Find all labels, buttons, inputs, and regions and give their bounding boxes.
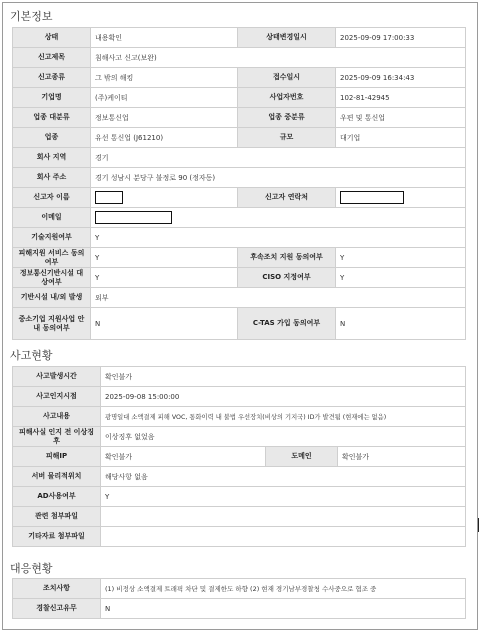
- redaction-box: [340, 191, 404, 204]
- label-damage-ip: 피해IP: [13, 447, 101, 467]
- row-recognized-time: [13, 387, 466, 407]
- value-industry: 유선 통신업 (J61210): [91, 128, 238, 148]
- row-actions: [13, 579, 466, 599]
- value-status-changed-at: 2025-09-09 17:00:33: [336, 28, 466, 48]
- value-industry-mid: 우편 및 통신업: [336, 108, 466, 128]
- label-company: 기업명: [13, 88, 91, 108]
- value-damage-ip: 확인불가: [101, 447, 266, 467]
- row-company: [13, 88, 466, 108]
- row-ad-usage: [13, 487, 466, 507]
- label-status: 상태: [13, 28, 91, 48]
- row-other-attachment: [13, 527, 466, 547]
- label-domain: 도메인: [266, 447, 338, 467]
- value-report-title: 침해사고 신고(보완): [91, 48, 466, 68]
- label-industry-mid: 업종 중분류: [238, 108, 336, 128]
- row-infra-location: [13, 288, 466, 308]
- row-region: [13, 148, 466, 168]
- label-email: 이메일: [13, 208, 91, 228]
- value-address: 경기 성남시 분당구 불정로 90 (정자동): [91, 168, 466, 188]
- value-company-size: 대기업: [336, 128, 466, 148]
- label-server-location: 서버 물리적위치: [13, 467, 101, 487]
- value-prior-anomaly: 이상징후 없었음: [101, 427, 466, 447]
- row-reporter: [13, 188, 466, 208]
- section-title-incident: 사고현황: [10, 349, 53, 362]
- value-sme-consent: N: [91, 308, 238, 340]
- label-actions: 조치사항: [13, 579, 101, 599]
- label-recognized-time: 사고인지시점: [13, 387, 101, 407]
- label-region: 회사 지역: [13, 148, 91, 168]
- label-address: 회사 주소: [13, 168, 91, 188]
- value-company: (주)케이티: [91, 88, 238, 108]
- label-tech-support: 기술지원여부: [13, 228, 91, 248]
- label-ad-usage: AD사용여부: [13, 487, 101, 507]
- value-ad-usage: Y: [101, 487, 466, 507]
- label-ciso: CISO 지정여부: [238, 268, 336, 288]
- label-reporter-contact: 신고자 연락처: [238, 188, 336, 208]
- row-infrastructure: [13, 268, 466, 288]
- label-infrastructure-target: 정보통신기반시설 대상여부: [13, 268, 91, 288]
- value-tech-support: Y: [91, 228, 466, 248]
- row-related-attachment: [13, 507, 466, 527]
- value-reporter-name: [91, 188, 238, 208]
- row-damage-ip: [13, 447, 466, 467]
- label-sme-consent: 중소기업 지원사업 안내 동의여부: [13, 308, 91, 340]
- value-police-report: N: [101, 599, 466, 619]
- label-industry-major: 업종 대분류: [13, 108, 91, 128]
- value-server-location: 해당사항 없음: [101, 467, 466, 487]
- row-report-type: [13, 68, 466, 88]
- row-incident-content: [13, 407, 466, 427]
- row-sme-consent: [13, 308, 466, 340]
- label-ctas-consent: C-TAS 가입 동의여부: [238, 308, 336, 340]
- row-industry-major: [13, 108, 466, 128]
- value-followup-consent: Y: [336, 248, 466, 268]
- scroll-edge-mark: [478, 518, 479, 532]
- value-ciso: Y: [336, 268, 466, 288]
- incident-table: [12, 366, 466, 547]
- row-tech-support: [13, 228, 466, 248]
- redaction-box: [95, 191, 123, 204]
- label-infra-location: 기반시설 내/외 발생: [13, 288, 91, 308]
- section-title-response: 대응현황: [10, 562, 53, 575]
- value-email: [91, 208, 466, 228]
- value-ctas-consent: N: [336, 308, 466, 340]
- label-related-attachment: 관련 첨부파일: [13, 507, 101, 527]
- label-received-at: 접수일시: [238, 68, 336, 88]
- label-company-size: 규모: [238, 128, 336, 148]
- label-report-title: 신고제목: [13, 48, 91, 68]
- label-incident-content: 사고내용: [13, 407, 101, 427]
- value-business-number: 102-81-42945: [336, 88, 466, 108]
- row-prior-anomaly: [13, 427, 466, 447]
- row-status: [13, 28, 466, 48]
- value-reporter-contact: [336, 188, 466, 208]
- value-region: 경기: [91, 148, 466, 168]
- value-industry-major: 정보통신업: [91, 108, 238, 128]
- section-title-basic: 기본정보: [10, 10, 53, 23]
- label-followup-consent: 후속조치 지원 동의여부: [238, 248, 336, 268]
- label-status-changed-at: 상태변경일시: [238, 28, 336, 48]
- value-recognized-time: 2025-09-08 15:00:00: [101, 387, 466, 407]
- label-damage-support-consent: 피해지원 서비스 동의여부: [13, 248, 91, 268]
- redaction-box: [95, 211, 172, 224]
- row-police-report: [13, 599, 466, 619]
- value-infra-location: 외부: [91, 288, 466, 308]
- value-related-attachment[interactable]: [101, 507, 466, 527]
- value-received-at: 2025-09-09 16:34:43: [336, 68, 466, 88]
- row-server-location: [13, 467, 466, 487]
- row-email: [13, 208, 466, 228]
- value-damage-support-consent: Y: [91, 248, 238, 268]
- label-police-report: 경찰신고유무: [13, 599, 101, 619]
- label-business-number: 사업자번호: [238, 88, 336, 108]
- row-report-title: [13, 48, 466, 68]
- label-report-type: 신고종류: [13, 68, 91, 88]
- response-table: [12, 578, 466, 619]
- row-occurred-time: [13, 367, 466, 387]
- basic-info-table: [12, 27, 466, 340]
- value-report-type: 그 밖의 해킹: [91, 68, 238, 88]
- value-infrastructure-target: Y: [91, 268, 238, 288]
- label-prior-anomaly: 피해사실 인지 전 이상징후: [13, 427, 101, 447]
- value-domain: 확인불가: [338, 447, 466, 467]
- value-actions: (1) 비정상 소액결제 트래픽 차단 및 결제한도 하향 (2) 현재 경기남부경찰청 수사중으로 협조 중: [101, 579, 466, 599]
- value-other-attachment[interactable]: [101, 527, 466, 547]
- row-industry: [13, 128, 466, 148]
- row-support-consent: [13, 248, 466, 268]
- label-industry: 업종: [13, 128, 91, 148]
- value-incident-content: 광명일대 소액결제 피해 VOC, 통화이력 내 불법 우선장치(비상의 기지국) ID가 발견됨 (현재에는 없음): [101, 407, 466, 427]
- label-occurred-time: 사고발생시간: [13, 367, 101, 387]
- label-reporter-name: 신고자 이름: [13, 188, 91, 208]
- row-address: [13, 168, 466, 188]
- label-other-attachment: 기타자료 첨부파일: [13, 527, 101, 547]
- value-occurred-time: 확인불가: [101, 367, 466, 387]
- value-status: 내용확인: [91, 28, 238, 48]
